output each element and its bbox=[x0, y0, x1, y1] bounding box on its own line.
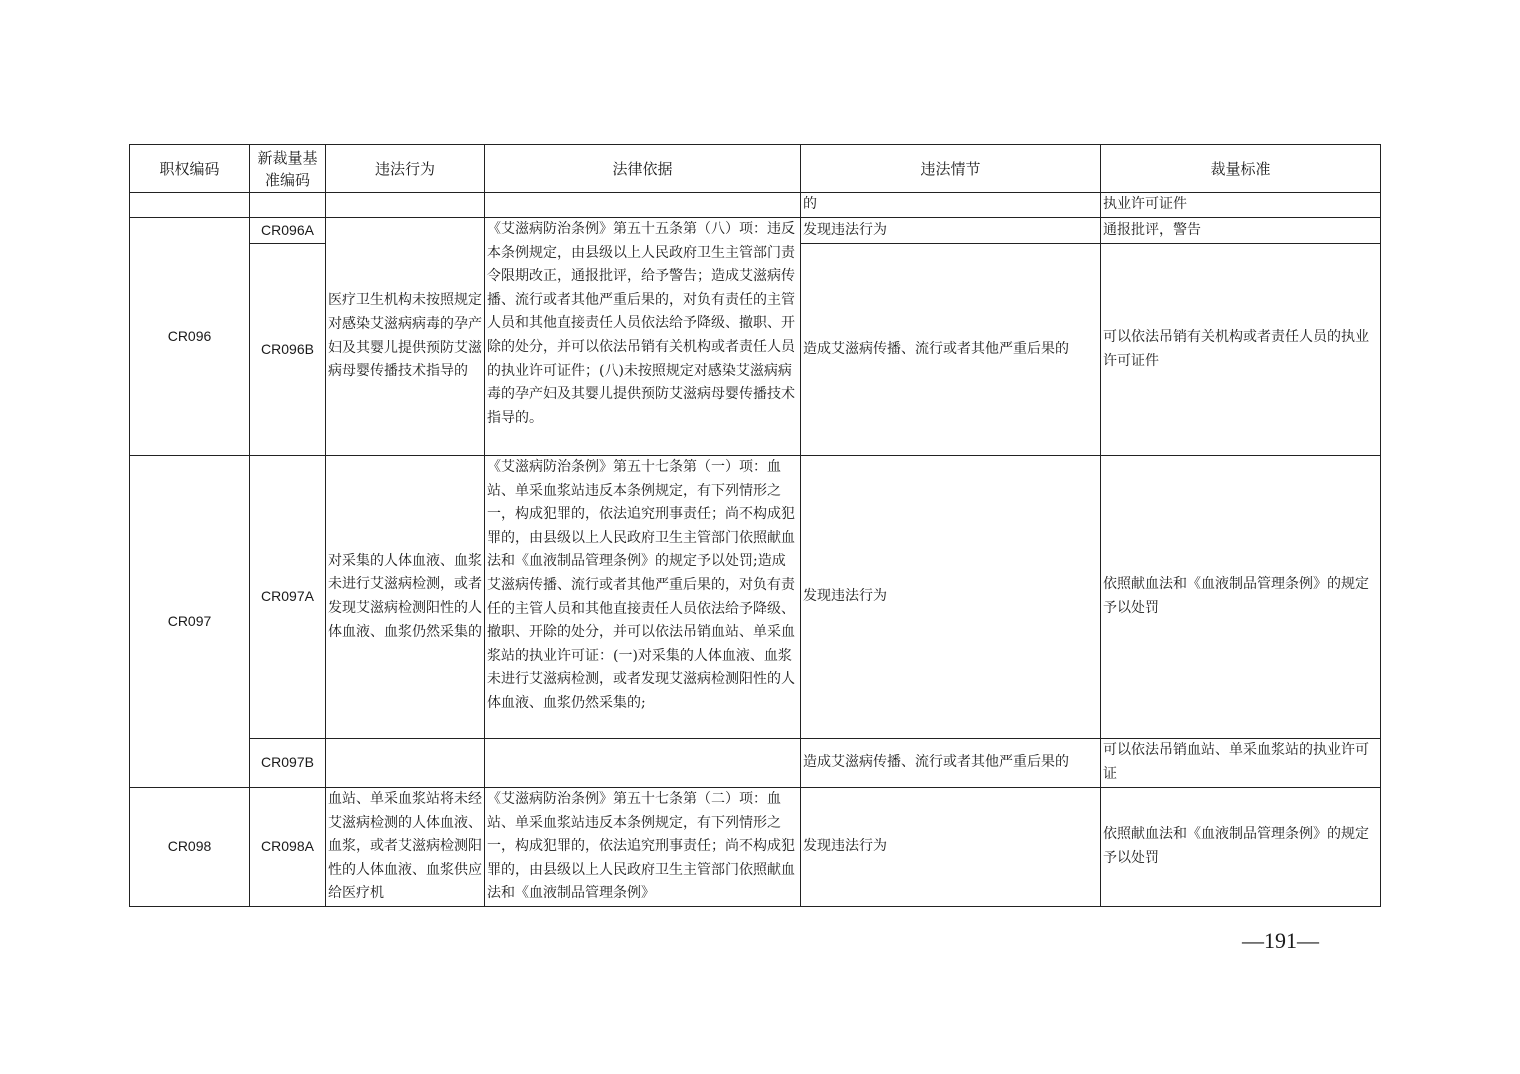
circumstance-cell: 发现违法行为 bbox=[801, 456, 1101, 739]
standard-cell: 可以依法吊销血站、单采血浆站的执业许可证 bbox=[1101, 739, 1381, 788]
legal-basis-cell: 《艾滋病防治条例》第五十七条第（二）项：血站、单采血浆站违反本条例规定，有下列情形之一，构成犯罪的，依法追究刑事责任；尚不构成犯罪的，由县级以上人民政府卫生主管部门依照献血法和《血液制品管理条例》 bbox=[485, 788, 801, 907]
table-row bbox=[130, 739, 1381, 788]
header-authority-code: 职权编码 bbox=[130, 145, 250, 193]
benchmark-code-cell bbox=[250, 193, 326, 218]
circumstance-cell: 发现违法行为 bbox=[801, 218, 1101, 244]
header-circumstance: 违法情节 bbox=[801, 145, 1101, 193]
benchmark-code-cell: CR098A bbox=[250, 788, 326, 907]
legal-basis-cell bbox=[485, 739, 801, 788]
authority-code-cell: CR097 bbox=[130, 456, 250, 788]
regulation-table bbox=[129, 144, 1381, 907]
benchmark-code-cell: CR097B bbox=[250, 739, 326, 788]
header-violation: 违法行为 bbox=[326, 145, 485, 193]
legal-basis-cell: 《艾滋病防治条例》第五十五条第（八）项：违反本条例规定，由县级以上人民政府卫生主管部门责令限期改正，通报批评，给予警告；造成艾滋病传播、流行或者其他严重后果的，对负有责任的主管人员和其他直接责任人员依法给予降级、撤职、开除的处分，并可以依法吊销有关机构或者责任人员的执业许可证件；(八)未按照规定对感染艾滋病病毒的孕产妇及其婴儿提供预防艾滋病母婴传播技术指导的。 bbox=[485, 218, 801, 456]
violation-cell: 医疗卫生机构未按照规定对感染艾滋病病毒的孕产妇及其婴儿提供预防艾滋病母婴传播技术指导的 bbox=[326, 218, 485, 456]
standard-cell: 依照献血法和《血液制品管理条例》的规定予以处罚 bbox=[1101, 788, 1381, 907]
authority-code-cell: CR096 bbox=[130, 218, 250, 456]
benchmark-code-cell: CR096B bbox=[250, 244, 326, 456]
legal-basis-cell bbox=[485, 193, 801, 218]
table-row bbox=[130, 788, 1381, 907]
violation-cell: 血站、单采血浆站将未经艾滋病检测的人体血液、血浆，或者艾滋病检测阳性的人体血液、血浆供应给医疗机 bbox=[326, 788, 485, 907]
violation-cell bbox=[326, 193, 485, 218]
benchmark-code-cell: CR097A bbox=[250, 456, 326, 739]
table-header-row bbox=[130, 145, 1381, 193]
table-row bbox=[130, 456, 1381, 739]
circumstance-cell: 造成艾滋病传播、流行或者其他严重后果的 bbox=[801, 739, 1101, 788]
circumstance-cell: 的 bbox=[801, 193, 1101, 218]
circumstance-cell: 造成艾滋病传播、流行或者其他严重后果的 bbox=[801, 244, 1101, 456]
standard-cell: 执业许可证件 bbox=[1101, 193, 1381, 218]
benchmark-code-cell: CR096A bbox=[250, 218, 326, 244]
authority-code-cell bbox=[130, 193, 250, 218]
standard-cell: 通报批评，警告 bbox=[1101, 218, 1381, 244]
violation-cell bbox=[326, 739, 485, 788]
violation-cell: 对采集的人体血液、血浆未进行艾滋病检测，或者发现艾滋病检测阳性的人体血液、血浆仍然采集的 bbox=[326, 456, 485, 739]
header-legal-basis: 法律依据 bbox=[485, 145, 801, 193]
header-new-benchmark-code: 新裁量基准编码 bbox=[250, 145, 326, 193]
standard-cell: 依照献血法和《血液制品管理条例》的规定予以处罚 bbox=[1101, 456, 1381, 739]
table-row bbox=[130, 193, 1381, 218]
page-number: —191— bbox=[1242, 928, 1319, 953]
header-standard: 裁量标准 bbox=[1101, 145, 1381, 193]
authority-code-cell: CR098 bbox=[130, 788, 250, 907]
table-row bbox=[130, 218, 1381, 244]
legal-basis-cell: 《艾滋病防治条例》第五十七条第（一）项：血站、单采血浆站违反本条例规定，有下列情形之一，构成犯罪的，依法追究刑事责任；尚不构成犯罪的，由县级以上人民政府卫生主管部门依照献血法和《血液制品管理条例》的规定予以处罚;造成艾滋病传播、流行或者其他严重后果的，对负有责任的主管人员和其他直接责任人员依法给予降级、撤职、开除的处分，并可以依法吊销血站、单采血浆站的执业许可证：(一)对采集的人体血液、血浆未进行艾滋病检测，或者发现艾滋病检测阳性的人体血液、血浆仍然采集的; bbox=[485, 456, 801, 739]
circumstance-cell: 发现违法行为 bbox=[801, 788, 1101, 907]
standard-cell: 可以依法吊销有关机构或者责任人员的执业许可证件 bbox=[1101, 244, 1381, 456]
